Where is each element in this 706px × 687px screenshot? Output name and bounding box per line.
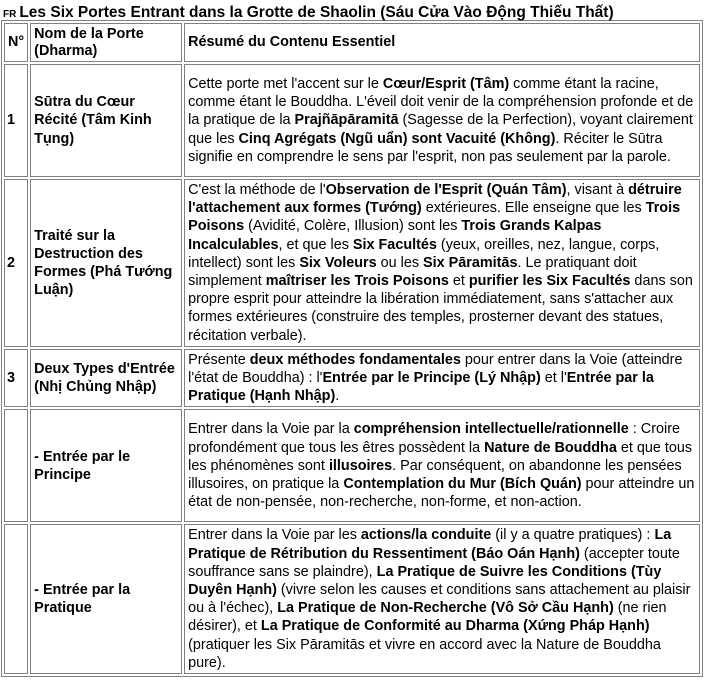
table-caption: [0, 0, 706, 20]
summary-text: et: [448, 273, 469, 290]
summary-text: (il y a quatre pratiques) :: [491, 527, 655, 544]
summary-text: Cette porte met l'accent sur le: [188, 75, 383, 92]
summary-text: . Réciter le Sūtra signifie en comprendre le sens par l'esprit, non pas seulement par la parole.: [188, 130, 671, 165]
language-tag: FR: [3, 9, 17, 20]
gate-summary: [184, 349, 700, 408]
gate-name: - Entrée par la Pratique: [30, 524, 182, 674]
row-number: 1: [4, 64, 28, 177]
row-number: [4, 524, 28, 674]
summary-text: .: [335, 388, 340, 405]
row-number: [4, 409, 28, 522]
summary-emphasis: Entrée par le Principe (Lý Nhập): [322, 370, 541, 387]
row-number: 3: [4, 349, 28, 408]
summary-text: dans son propre esprit pour atteindre la libération immédiatement, sans s'attacher aux formes extérieures (construire des temples, prosterner devant des statues, récitation verbale).: [188, 273, 693, 344]
summary-emphasis: Six Pāramitās: [423, 254, 518, 271]
summary-text: ou les: [376, 254, 424, 271]
summary-text: (pratiquer les Six Pāramitās et vivre en accord avec la Nature de Bouddha pure).: [188, 636, 661, 671]
gate-name: Sūtra du Cœur Récité (Tâm Kinh Tụng): [30, 64, 182, 177]
gate-name: Deux Types d'Entrée (Nhị Chủng Nhập): [30, 349, 182, 408]
summary-text: et l': [540, 370, 567, 387]
header-name: Nom de la Porte (Dharma): [30, 23, 182, 62]
table-row: [4, 349, 700, 408]
summary-emphasis: Six Facultés: [352, 236, 437, 253]
gate-summary: [184, 64, 700, 177]
summary-text: (accepter toute souffrance sans se plaindre),: [188, 545, 680, 580]
summary-emphasis: Observation de l'Esprit (Quán Tâm): [325, 182, 567, 198]
summary-text: , visant à: [566, 182, 629, 198]
gate-summary: [184, 409, 700, 522]
gate-summary: [184, 179, 700, 347]
gate-name: - Entrée par le Principe: [30, 409, 182, 522]
summary-emphasis: Entrée par la Pratique (Hạnh Nhập): [188, 370, 654, 405]
table-row: [4, 524, 700, 674]
table-row: [4, 179, 700, 347]
summary-emphasis: Nature de Bouddha: [484, 439, 617, 456]
summary-emphasis: détruire l'attachement aux formes (Tướng): [188, 182, 682, 217]
summary-emphasis: La Pratique de Conformité au Dharma (Xứng Pháp Hạnh): [260, 618, 650, 635]
gate-name: Traité sur la Destruction des Formes (Phá Tướng Luận): [30, 179, 182, 347]
header-no: N°: [4, 23, 28, 62]
summary-emphasis: Six Voleurs: [299, 254, 377, 271]
six-gates-table: [1, 20, 703, 677]
summary-emphasis: illusoires: [328, 457, 393, 474]
summary-text: Présente: [188, 351, 250, 368]
summary-text: (Avidité, Colère, Illusion) sont les: [244, 218, 462, 235]
summary-text: pour atteindre un état de non-pensée, non-recherche, non-forme, et non-action.: [188, 476, 695, 511]
header-summary: Résumé du Contenu Essentiel: [184, 23, 700, 62]
summary-text: Entrer dans la Voie par les: [188, 527, 361, 544]
summary-emphasis: compréhension intellectuelle/rationnelle: [353, 421, 629, 438]
summary-text: . Par conséquent, on abandonne les pensées illusoires, on pratique la: [188, 457, 682, 493]
summary-text: C'est la méthode de l': [188, 182, 326, 198]
summary-text: Entrer dans la Voie par la: [188, 421, 354, 438]
summary-text: (vivre selon les causes et conditions sans attachement au plaisir ou à l'échec),: [188, 582, 691, 617]
summary-emphasis: Contemplation du Mur (Bích Quán): [343, 476, 582, 493]
summary-emphasis: La Pratique de Suivre les Conditions (Tùy Duyên Hạnh): [188, 563, 662, 599]
summary-text: (ne rien désirer), et: [188, 600, 667, 635]
summary-text: (yeux, oreilles, nez, langue, corps, intellect) sont les: [188, 236, 660, 271]
summary-text: extérieures. Elle enseigne que les: [421, 200, 646, 217]
summary-emphasis: Cœur/Esprit (Tâm): [382, 75, 510, 92]
summary-text: , et que les: [278, 236, 353, 253]
summary-emphasis: maîtriser les Trois Poisons: [265, 273, 449, 290]
gate-summary: [184, 524, 700, 674]
summary-emphasis: actions/la conduite: [360, 527, 492, 544]
summary-text: (Sagesse de la Perfection), voyant clairement que les: [188, 112, 693, 147]
summary-text: : Croire profondément que tous les êtres possèdent la: [188, 421, 680, 456]
summary-emphasis: La Pratique de Non-Recherche (Vô Sở Cầu Hạnh): [277, 600, 614, 617]
header-row: [4, 23, 700, 62]
summary-text: pour entrer dans la Voie (atteindre l'état de Bouddha) : l': [188, 351, 683, 387]
summary-emphasis: Trois Poisons: [188, 200, 681, 235]
summary-emphasis: Cinq Agrégats (Ngũ uẩn) sont Vacuité (Không): [238, 130, 556, 147]
summary-emphasis: Prajñāpāramitā: [294, 112, 399, 129]
summary-emphasis: deux méthodes fondamentales: [249, 351, 461, 368]
summary-emphasis: La Pratique de Rétribution du Ressentiment (Báo Oán Hạnh): [188, 527, 672, 562]
summary-text: et que tous les phénomènes sont: [188, 439, 693, 474]
summary-emphasis: Trois Grands Kalpas Incalculables: [188, 218, 602, 253]
summary-emphasis: purifier les Six Facultés: [468, 273, 631, 290]
table-row: [4, 409, 700, 522]
table-row: [4, 64, 700, 177]
caption-title: Les Six Portes Entrant dans la Grotte de Shaolin (Sáu Cửa Vào Động Thiếu Thất): [19, 4, 614, 21]
summary-text: . Le pratiquant doit simplement: [188, 254, 637, 290]
row-number: 2: [4, 179, 28, 347]
summary-text: comme étant la racine, comme étant le Bouddha. L'éveil doit venir de la compréhension profonde et de la pratique de la: [188, 75, 694, 129]
